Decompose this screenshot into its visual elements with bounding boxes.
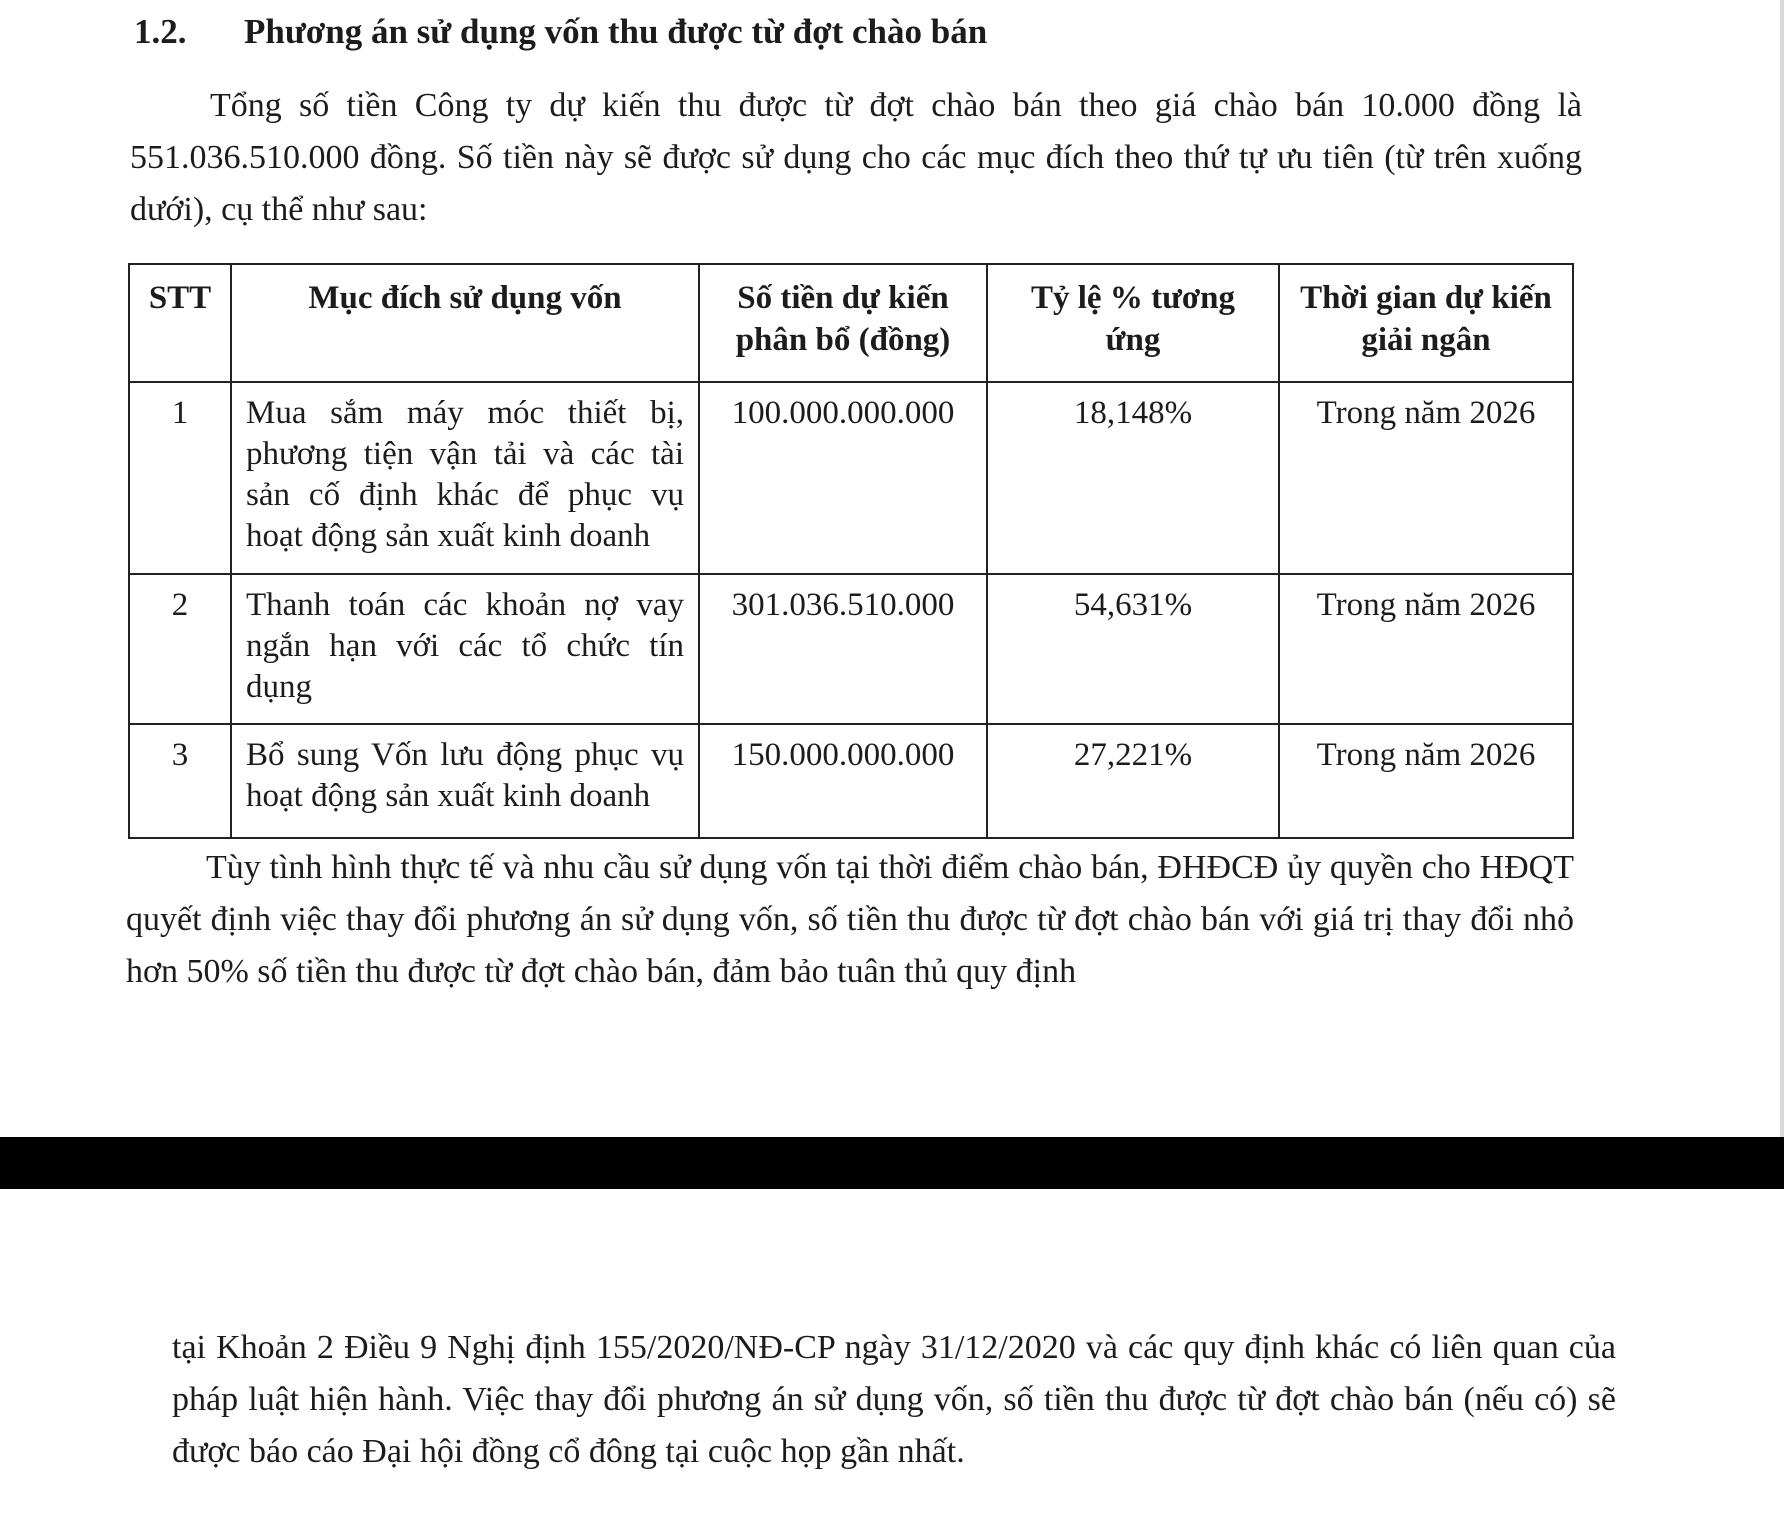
cell-timing: Trong năm 2026 — [1279, 574, 1573, 724]
cell-purpose: Thanh toán các khoản nợ vay ngắn hạn với các tổ chức tín dụng — [231, 574, 699, 724]
table-row — [129, 574, 1573, 724]
intro-paragraph: Tổng số tiền Công ty dự kiến thu được từ đợt chào bán theo giá chào bán 10.000 đồng là 551.036.510.000 đồng. Số tiền này sẽ được sử dụng cho các mục đích theo thứ tự ưu tiên (từ trên xuống dưới), cụ thể như sau: — [130, 87, 1582, 228]
cell-percent: 27,221% — [987, 724, 1279, 838]
cell-stt: 3 — [129, 724, 231, 838]
header-timing: Thời gian dự kiến giải ngân — [1279, 264, 1573, 382]
cell-purpose: Mua sắm máy móc thiết bị, phương tiện vận tải và các tài sản cố định khác để phục vụ hoạt động sản xuất kinh doanh — [231, 382, 699, 574]
cell-stt: 1 — [129, 382, 231, 574]
header-percent: Tỷ lệ % tương ứng — [987, 264, 1279, 382]
cell-amount: 100.000.000.000 — [699, 382, 987, 574]
cell-percent: 54,631% — [987, 574, 1279, 724]
page-edge-shadow — [1780, 0, 1784, 1137]
continuation-paragraph: tại Khoản 2 Điều 9 Nghị định 155/2020/NĐ-CP ngày 31/12/2020 và các quy định khác có liên quan của pháp luật hiện hành. Việc thay đổi phương án sử dụng vốn, số tiền thu được từ đợt chào bán (nếu có) sẽ được báo cáo Đại hội đồng cổ đông tại cuộc họp gần nhất. — [172, 1329, 1616, 1470]
cell-amount: 301.036.510.000 — [699, 574, 987, 724]
capital-allocation-table — [128, 263, 1574, 839]
page-separator-band — [0, 1137, 1784, 1189]
cell-amount: 150.000.000.000 — [699, 724, 987, 838]
cell-timing: Trong năm 2026 — [1279, 382, 1573, 574]
cell-percent: 18,148% — [987, 382, 1279, 574]
cell-timing: Trong năm 2026 — [1279, 724, 1573, 838]
header-amount: Số tiền dự kiến phân bổ (đồng) — [699, 264, 987, 382]
cell-purpose: Bổ sung Vốn lưu động phục vụ hoạt động sản xuất kinh doanh — [231, 724, 699, 838]
section-heading — [134, 12, 987, 52]
header-purpose: Mục đích sử dụng vốn — [231, 264, 699, 382]
table-row — [129, 724, 1573, 838]
section-title: Phương án sử dụng vốn thu được từ đợt chào bán — [244, 12, 988, 51]
section-number: 1.2. — [134, 12, 187, 51]
header-stt: STT — [129, 264, 231, 382]
cell-stt: 2 — [129, 574, 231, 724]
table-row — [129, 382, 1573, 574]
table-header-row — [129, 264, 1573, 382]
authorization-paragraph: Tùy tình hình thực tế và nhu cầu sử dụng vốn tại thời điểm chào bán, ĐHĐCĐ ủy quyền cho HĐQT quyết định việc thay đổi phương án sử dụng vốn, số tiền thu được từ đợt chào bán với giá trị thay đổi nhỏ hơn 50% số tiền thu được từ đợt chào bán, đảm bảo tuân thủ quy định — [126, 849, 1574, 990]
